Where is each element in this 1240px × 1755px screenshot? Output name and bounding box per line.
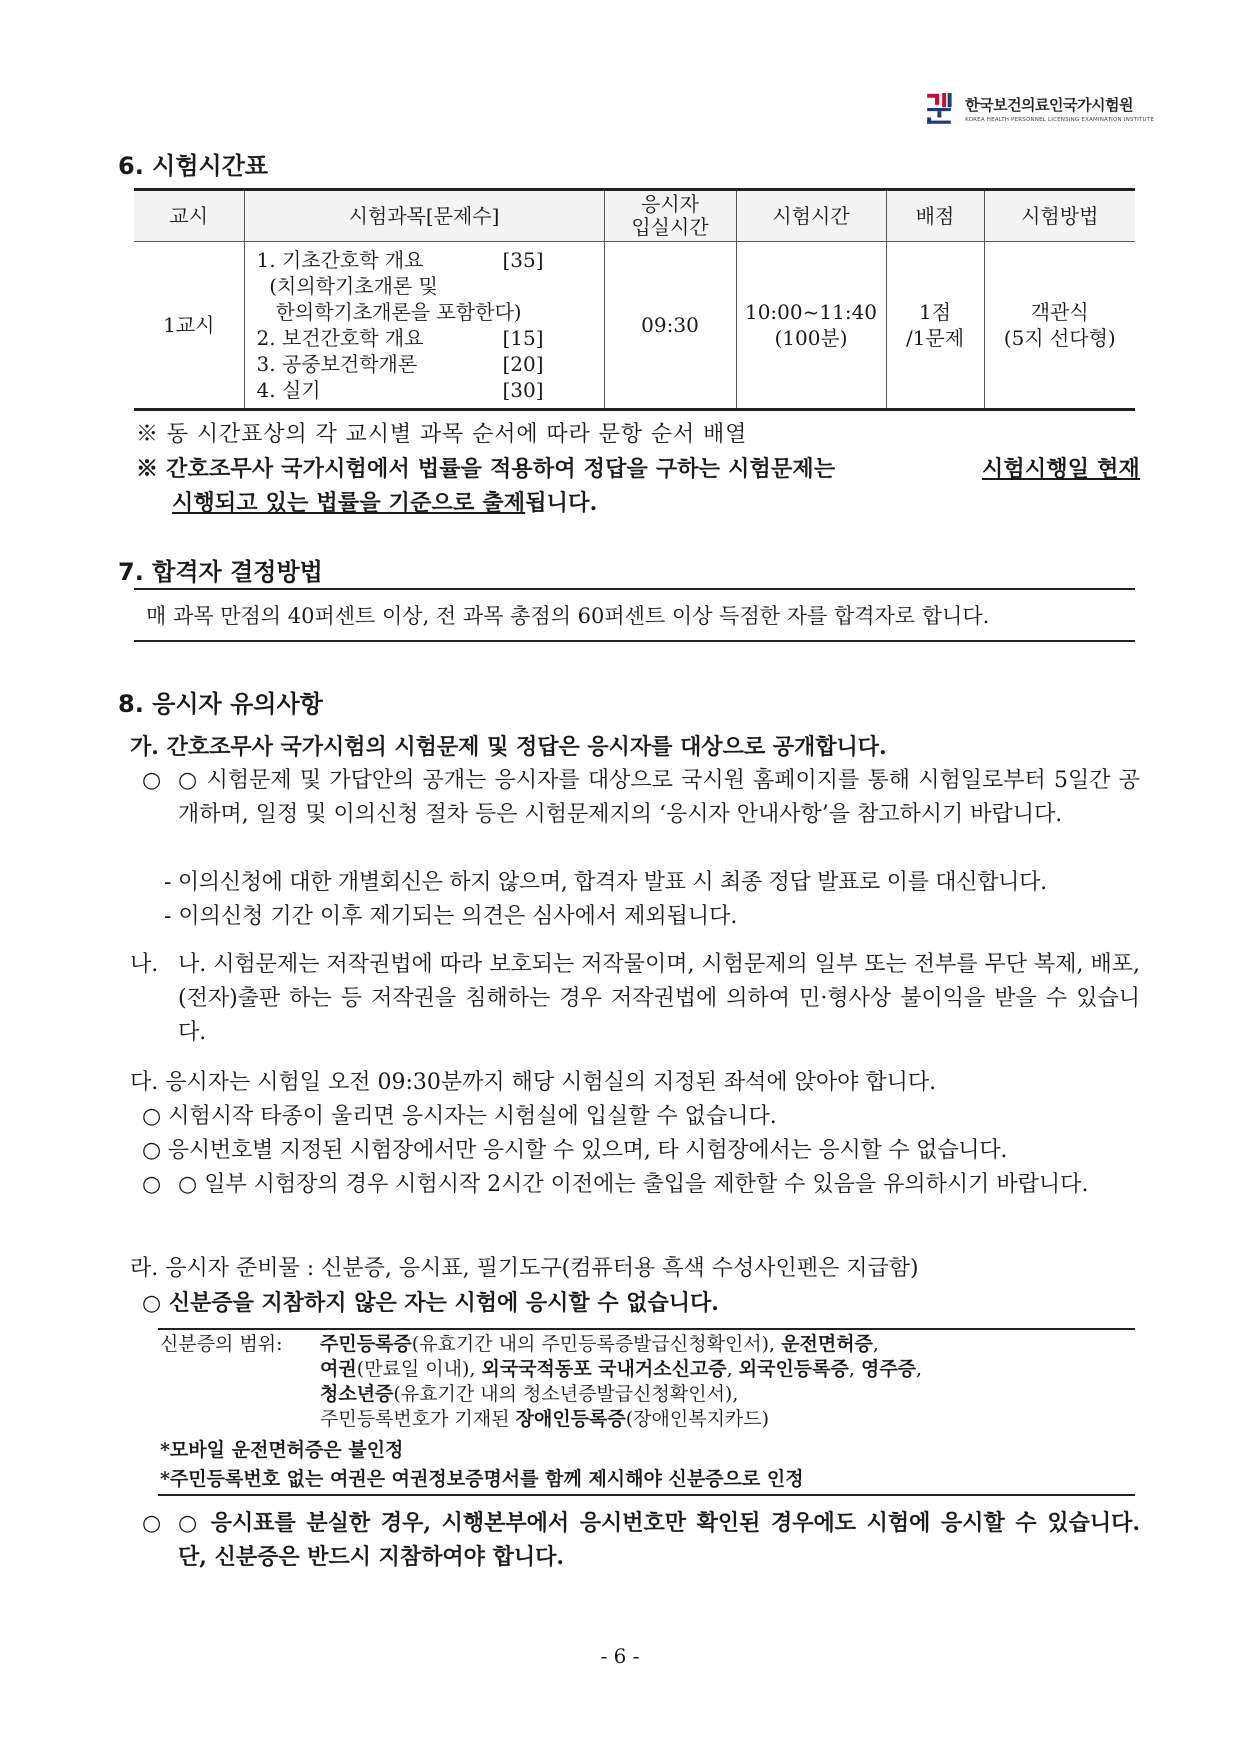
id-text: (장애인복지카드) [625, 1408, 770, 1430]
subject-line [257, 299, 604, 325]
item-ga-dash-1: - 이의신청에 대한 개별회신은 하지 않으며, 합격자 발표 시 최종 정답 발표로 이를 대신합니다. [164, 870, 1047, 895]
subject-count: [35] [502, 248, 544, 272]
method-type: 객관식 [1030, 300, 1089, 324]
law-note [136, 452, 1140, 520]
item-ra-bullet-1: ○ 신분증을 지참하지 않은 자는 시험에 응시할 수 없습니다. [142, 1290, 719, 1316]
header-entry-line2: 입실시간 [631, 215, 709, 239]
section-8-title: 8. 응시자 유의사항 [118, 690, 323, 718]
subject-line [257, 273, 604, 299]
org-name-en: KOREA HEALTH PERSONNEL LICENSING EXAMINATION INSTITUTE [965, 116, 1154, 123]
kuksiwon-logo-icon [924, 86, 957, 130]
id-driver-license: 운전면허증 [781, 1333, 873, 1355]
subject-name: 1. 기초간호학 개요 [256, 248, 424, 272]
subject-line [257, 247, 604, 273]
id-text: (유효기간 내의 주민등록증발급신청확인서), [411, 1333, 782, 1355]
circle-bullet-icon: ○ [142, 1510, 162, 1536]
subject-line [257, 377, 604, 403]
subject-name: 3. 공중보건학개론 [256, 352, 418, 376]
org-name-ko: 한국보건의료인국가시험원 [965, 95, 1133, 114]
timetable-header-row [134, 190, 1135, 242]
item-da-bullet-3-text: ○ 일부 시험장의 경우 시험시작 2시간 이전에는 출입을 제한할 수 있음을 유의하시기 바랍니다. [178, 1172, 1089, 1197]
item-na-marker: 나. [130, 952, 159, 977]
item-ra-bullet-2 [142, 1506, 1140, 1574]
timetable-note: ※ 동 시간표상의 각 교시별 과목 순서에 따라 문항 순서 배열 [136, 422, 748, 447]
item-ga-title: 가. 간호조무사 국가시험의 시험문제 및 정답은 응시자를 대상으로 공개합니다. [130, 734, 887, 760]
cell-exam-time [736, 242, 886, 410]
law-note-text [136, 452, 835, 486]
subject-name: 2. 보건간호학 개요 [256, 326, 424, 350]
score-value: 1점 [918, 300, 952, 324]
id-note-mobile: *모바일 운전면허증은 불인정 [160, 1439, 404, 1461]
cell-period: 1교시 [134, 242, 244, 410]
cell-method [984, 242, 1135, 410]
exam-duration: (100분) [774, 326, 848, 350]
timetable-row [134, 242, 1135, 410]
pass-box-bottom-border [134, 640, 1135, 642]
id-text: (유효기간 내의 청소년증발급신청확인서), [393, 1383, 739, 1405]
cell-subjects [244, 242, 604, 410]
pass-criteria-text: 매 과목 만점의 40퍼센트 이상, 전 과목 총점의 60퍼센트 이상 득점한 자를 합격자로 합니다. [146, 604, 990, 628]
id-text: , [872, 1333, 879, 1355]
subject-name: 4. 실기 [256, 378, 321, 402]
id-youth-card: 청소년증 [320, 1383, 394, 1405]
header-period: 교시 [134, 190, 244, 242]
circle-bullet-icon: ○ [142, 768, 162, 793]
id-text: , [916, 1358, 923, 1380]
id-range-label: 신분증의 범위: [160, 1333, 283, 1355]
subject-line [257, 325, 604, 351]
item-ga-bullet [142, 764, 1140, 832]
method-detail: (5지 선다형) [1003, 326, 1116, 350]
item-da-bullet-3 [142, 1168, 1140, 1202]
subject-name: 한의학기초개론을 포함한다) [256, 300, 522, 324]
subject-name: (치의학기초개론 및 [256, 274, 438, 298]
id-resident-card: 주민등록증 [320, 1333, 412, 1355]
item-ra: 라. 응시자 준비물 : 신분증, 응시표, 필기도구(컴퓨터용 흑색 수성사인펜은 지급함) [130, 1256, 919, 1281]
law-note-underline-1: 시험시행일 현재 [981, 456, 1140, 482]
law-note-underline-2: 시행되고 있는 법률을 기준으로 출제 [172, 490, 526, 516]
id-passport: 여권 [320, 1358, 357, 1380]
id-note-passport: *주민등록번호 없는 여권은 여권정보증명서를 함께 제시해야 신분증으로 인정 [160, 1468, 804, 1490]
org-logo [924, 86, 1154, 130]
circle-bullet-icon: ○ [142, 1172, 162, 1197]
law-note-end: 됩니다. [525, 490, 598, 516]
id-range-box [160, 1332, 922, 1492]
id-box-top-border [158, 1328, 1135, 1330]
item-da: 다. 응시자는 시험일 오전 09:30분까지 해당 시험실의 지정된 좌석에 앉아야 합니다. [130, 1070, 937, 1095]
item-ra-bullet-2-text: ○ 응시표를 분실한 경우, 시행본부에서 응시번호만 확인된 경우에도 시험에 응시할 수 있습니다. 단, 신분증은 반드시 지참하여야 합니다. [178, 1510, 1140, 1570]
section-6-title: 6. 시험시간표 [118, 152, 269, 180]
item-ga-bullet-text: ○ 시험문제 및 가답안의 공개는 응시자를 대상으로 국시원 홈페이지를 통해 시험일로부터 5일간 공개하며, 일정 및 이의신청 절차 등은 시험문제지의 ‘응시자 안내사항’을 참고하시기 바랍니다. [178, 768, 1140, 827]
item-da-bullet-2: ○ 응시번호별 지정된 시험장에서만 응시할 수 있으며, 타 시험장에서는 응시할 수 없습니다. [142, 1138, 1008, 1163]
item-da-bullet-1: ○ 시험시작 타종이 울리면 응시자는 시험실에 입실할 수 없습니다. [142, 1104, 777, 1129]
score-unit: /1문제 [905, 326, 965, 350]
header-entry-time [604, 190, 736, 242]
item-ga-dash-2: - 이의신청 기간 이후 제기되는 의견은 심사에서 제외됩니다. [164, 904, 738, 929]
exam-timetable [134, 188, 1135, 411]
item-na [130, 948, 1140, 1050]
id-text: 주민등록번호가 기재된 [320, 1408, 516, 1430]
header-method: 시험방법 [984, 190, 1135, 242]
cell-entry-time: 09:30 [604, 242, 736, 410]
id-range-list [320, 1332, 922, 1432]
subject-count: [30] [502, 378, 544, 402]
pass-box-top-border [134, 588, 1135, 590]
exam-time-range: 10:00~11:40 [744, 300, 878, 324]
header-subjects: 시험과목[문제수] [244, 190, 604, 242]
id-text: (만료일 이내), [356, 1358, 482, 1380]
section-7-title: 7. 합격자 결정방법 [118, 558, 323, 586]
subject-count: [15] [502, 326, 544, 350]
id-text: , [726, 1358, 739, 1380]
law-note-part-a: ※ 간호조무사 국가시험에서 법률을 적용하여 정답을 구하는 시험문제는 [136, 456, 836, 482]
subject-count: [20] [502, 352, 544, 376]
id-overseas-korean-card: 외국국적동포 국내거소신고증 [481, 1358, 727, 1380]
item-na-text: 나. 시험문제는 저작권법에 따라 보호되는 저작물이며, 시험문제의 일부 또는 전부를 무단 복제, 배포, (전자)출판 하는 등 저작권을 침해하는 경우 저작권법에 의하여 민·형사상 불이익을 받을 수 있습니다. [178, 952, 1140, 1045]
id-box-bottom-border [158, 1494, 1135, 1496]
id-disability-card: 장애인등록증 [515, 1408, 626, 1430]
cell-score [886, 242, 984, 410]
id-text: , [848, 1358, 861, 1380]
header-score: 배점 [886, 190, 984, 242]
id-permanent-residence: 영주증 [860, 1358, 917, 1380]
id-alien-registration: 외국인등록증 [738, 1358, 849, 1380]
page-number: - 6 - [600, 1644, 640, 1668]
header-exam-time: 시험시간 [736, 190, 886, 242]
header-entry-line1: 응시자 [641, 192, 699, 216]
subject-line [257, 351, 604, 377]
